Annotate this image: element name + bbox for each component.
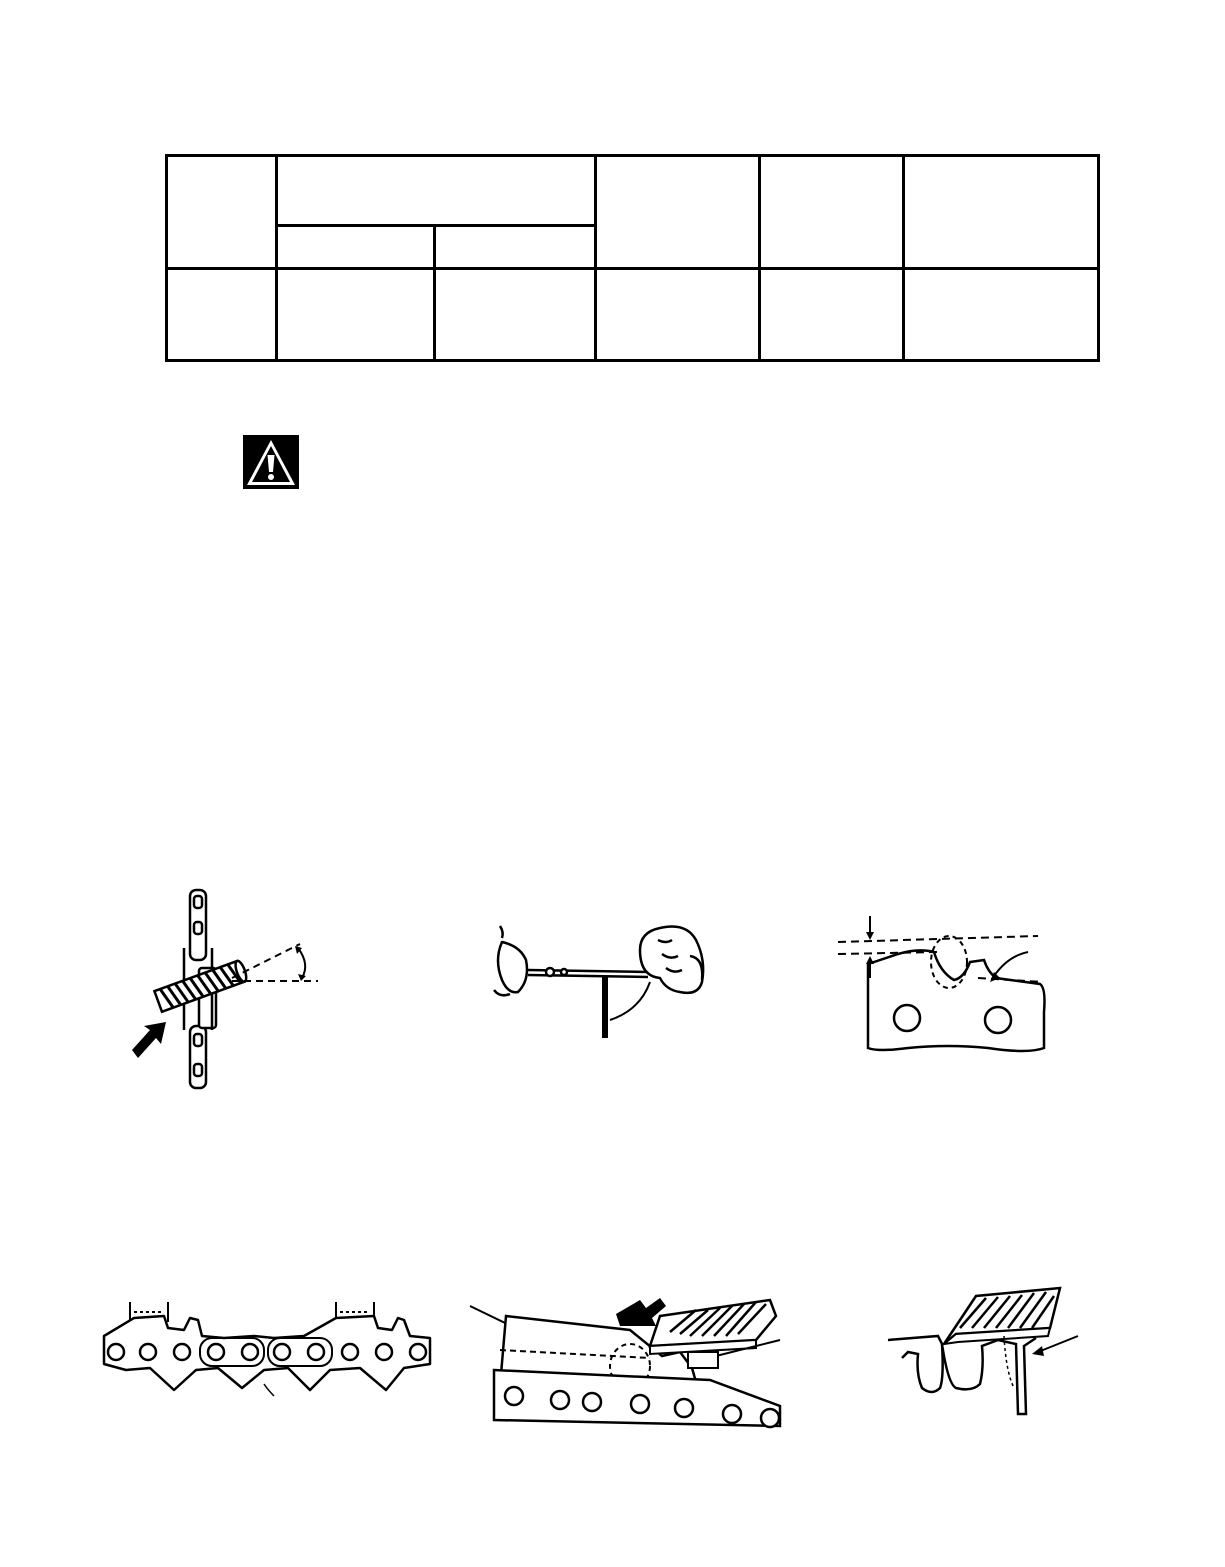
- file-holder-hand-diagram: [490, 920, 715, 1040]
- table-header-cell: [596, 156, 760, 269]
- table-cell: [596, 269, 760, 361]
- table-header-group-cell: [277, 156, 596, 226]
- table-header-cell: [904, 156, 1099, 269]
- cutter-top-plate-depth-diagram: [838, 912, 1048, 1054]
- depth-gauge-flat-file-diagram: [888, 1288, 1088, 1418]
- chain-file-angle-diagram: [128, 888, 328, 1093]
- table-cell: [760, 269, 904, 361]
- table-header-cell: [760, 156, 904, 269]
- specification-table: [165, 154, 1097, 362]
- table-subheader-cell: [435, 226, 596, 269]
- chain-side-view-diagram: [104, 1298, 434, 1400]
- table-cell: [435, 269, 596, 361]
- depth-gauge-tool-diagram: [470, 1296, 785, 1436]
- table-cell: [167, 269, 277, 361]
- table-header-cell: [167, 156, 277, 269]
- table-subheader-cell: [277, 226, 435, 269]
- table-cell: [904, 269, 1099, 361]
- table-cell: [277, 269, 435, 361]
- warning-triangle-icon: [243, 435, 299, 489]
